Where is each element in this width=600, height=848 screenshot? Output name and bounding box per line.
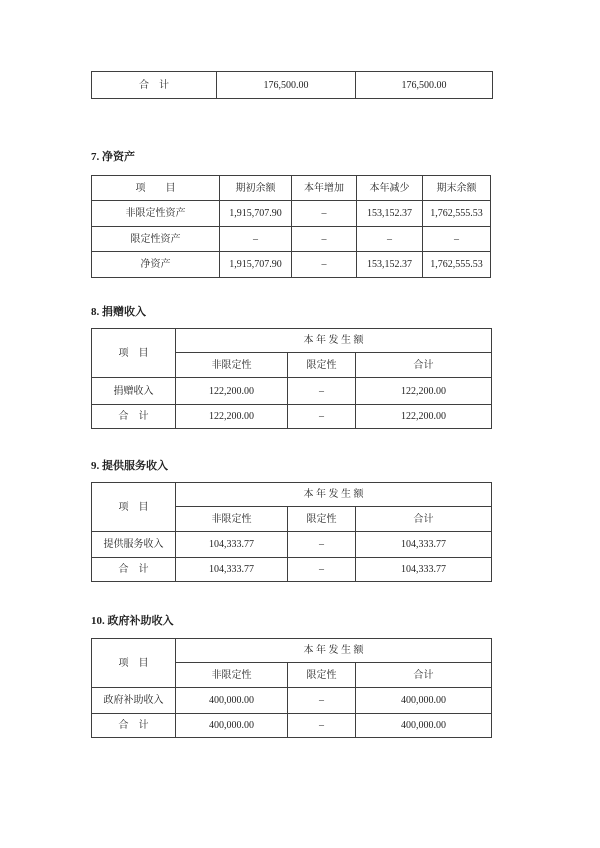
- section-title-service-income: 9. 提供服务收入: [91, 460, 168, 472]
- donation-income-table: [91, 328, 492, 429]
- col-header-total: 合计: [356, 507, 492, 532]
- col-header-restricted: 限定性: [288, 663, 356, 688]
- col-header-unrestricted: 非限定性: [176, 507, 288, 532]
- total-row: [92, 558, 492, 582]
- value-cell: 122,200.00: [176, 405, 288, 429]
- value-cell: –: [288, 378, 356, 405]
- col-header-beginning-balance: 期初余额: [220, 176, 292, 201]
- col-header-unrestricted: 非限定性: [176, 663, 288, 688]
- header-row: [92, 329, 492, 353]
- table-row: [92, 201, 491, 227]
- section-title-donation-income: 8. 捐赠收入: [91, 306, 146, 318]
- col-header-restricted: 限定性: [288, 507, 356, 532]
- value-cell: 1,915,707.90: [220, 201, 292, 227]
- col-header-item: 项 目: [92, 329, 176, 378]
- value-cell: –: [357, 227, 423, 252]
- row-label: 政府补助收入: [92, 688, 176, 714]
- value-cell: –: [288, 558, 356, 582]
- value-cell: 1,762,555.53: [423, 252, 491, 278]
- value-cell: 104,333.77: [356, 532, 492, 558]
- value-cell: 1,915,707.90: [220, 252, 292, 278]
- header-row: [92, 483, 492, 507]
- value-cell: 104,333.77: [176, 532, 288, 558]
- value-cell: –: [288, 688, 356, 714]
- table-row: [92, 688, 492, 714]
- value-cell: –: [292, 227, 357, 252]
- value-cell: –: [292, 252, 357, 278]
- section-title-government-subsidy-income: 10. 政府补助收入: [91, 615, 174, 627]
- value-cell: 400,000.00: [176, 714, 288, 738]
- service-income-table: [91, 482, 492, 582]
- table-row: [92, 378, 492, 405]
- total-summary-table: [91, 71, 493, 99]
- header-row: [92, 176, 491, 201]
- value-cell: 104,333.77: [176, 558, 288, 582]
- value-cell: –: [288, 532, 356, 558]
- col-header-restricted: 限定性: [288, 353, 356, 378]
- value-cell: 400,000.00: [356, 688, 492, 714]
- value-cell: 1,762,555.53: [423, 201, 491, 227]
- table-row: [92, 227, 491, 252]
- header-row: [92, 639, 492, 663]
- value-cell: 122,200.00: [356, 378, 492, 405]
- value-cell: 400,000.00: [176, 688, 288, 714]
- value-cell: 153,152.37: [357, 252, 423, 278]
- row-label: 合 计: [92, 72, 217, 99]
- value-cell: –: [423, 227, 491, 252]
- value-cell: 122,200.00: [356, 405, 492, 429]
- value-cell: 153,152.37: [357, 201, 423, 227]
- net-assets-table: [91, 175, 491, 278]
- total-row: [92, 405, 492, 429]
- col-header-item: 项 目: [92, 176, 220, 201]
- government-subsidy-income-table: [91, 638, 492, 738]
- col-header-item: 项 目: [92, 639, 176, 688]
- value-cell: 400,000.00: [356, 714, 492, 738]
- col-header-total: 合计: [356, 353, 492, 378]
- row-label: 净资产: [92, 252, 220, 278]
- value-cell: –: [220, 227, 292, 252]
- section-title-net-assets: 7. 净资产: [91, 151, 135, 163]
- table-row: [92, 532, 492, 558]
- value-cell: 176,500.00: [217, 72, 356, 99]
- row-label: 捐赠收入: [92, 378, 176, 405]
- value-cell: 176,500.00: [356, 72, 493, 99]
- value-cell: –: [288, 405, 356, 429]
- value-cell: –: [292, 201, 357, 227]
- col-header-total: 合计: [356, 663, 492, 688]
- col-header-current-year-amount: 本 年 发 生 额: [176, 329, 492, 353]
- col-header-increase: 本年增加: [292, 176, 357, 201]
- col-header-decrease: 本年减少: [357, 176, 423, 201]
- value-cell: –: [288, 714, 356, 738]
- value-cell: 104,333.77: [356, 558, 492, 582]
- total-row: [92, 714, 492, 738]
- col-header-ending-balance: 期末余额: [423, 176, 491, 201]
- row-label: 非限定性资产: [92, 201, 220, 227]
- row-label: 合 计: [92, 405, 176, 429]
- row-label: 限定性资产: [92, 227, 220, 252]
- col-header-current-year-amount: 本 年 发 生 额: [176, 639, 492, 663]
- value-cell: 122,200.00: [176, 378, 288, 405]
- col-header-unrestricted: 非限定性: [176, 353, 288, 378]
- table-row: [92, 252, 491, 278]
- row-label: 合 计: [92, 558, 176, 582]
- table-row: [92, 72, 493, 99]
- col-header-item: 项 目: [92, 483, 176, 532]
- col-header-current-year-amount: 本 年 发 生 额: [176, 483, 492, 507]
- row-label: 提供服务收入: [92, 532, 176, 558]
- row-label: 合 计: [92, 714, 176, 738]
